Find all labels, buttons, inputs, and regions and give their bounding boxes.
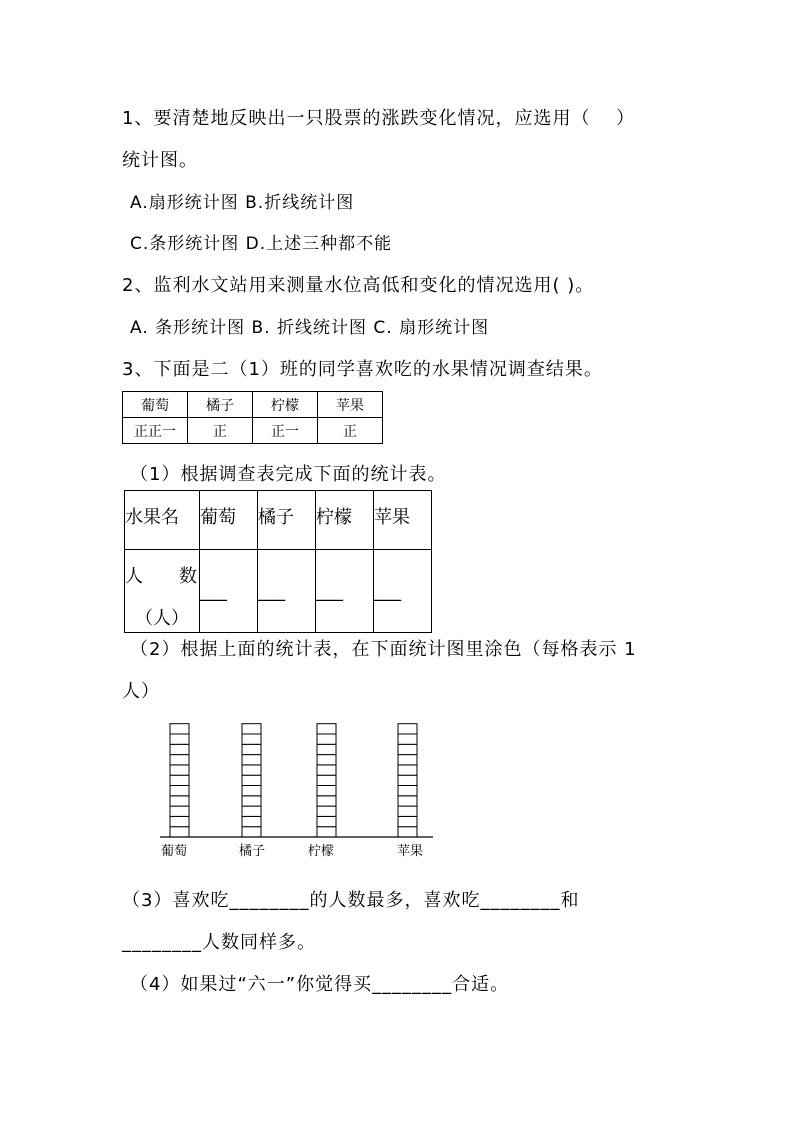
stats-count-row xyxy=(125,550,432,633)
chart-cell[interactable] xyxy=(242,796,261,806)
chart-cell[interactable] xyxy=(242,816,261,826)
chart-cell[interactable] xyxy=(317,724,336,734)
chart-column[interactable] xyxy=(398,724,417,837)
chart-category-label: 橘子 xyxy=(238,844,266,859)
stats-blank: ___ xyxy=(258,580,285,602)
q3-part4: （4）如果过“六一”你觉得买________合适。 xyxy=(130,974,510,995)
chart-column[interactable] xyxy=(317,724,336,837)
stats-header-row xyxy=(125,491,432,550)
tally-header-cell: 橘子 xyxy=(188,392,253,418)
chart-category-label: 苹果 xyxy=(396,844,424,859)
q3-part1-instruction: （1）根据调查表完成下面的统计表。 xyxy=(130,464,447,485)
chart-cell[interactable] xyxy=(242,775,261,785)
stats-blank: ___ xyxy=(374,580,401,602)
chart-cell[interactable] xyxy=(242,806,261,816)
chart-cell[interactable] xyxy=(170,806,189,816)
q1-stem-line1: 1、要清楚地反映出一只股票的涨跌变化情况，应选用（ ） xyxy=(122,108,636,129)
chart-category-label: 柠檬 xyxy=(307,844,335,859)
stats-count-label-unit: （人） xyxy=(135,608,189,629)
tally-table xyxy=(122,391,383,444)
chart-cell[interactable] xyxy=(170,775,189,785)
chart-cell[interactable] xyxy=(317,786,336,796)
chart-cell[interactable] xyxy=(170,786,189,796)
chart-cell[interactable] xyxy=(398,806,417,816)
tally-mark-cell: 正正一 xyxy=(123,418,188,444)
q3-part2-line2: 人） xyxy=(122,681,160,702)
stats-fruit-cell: 橘子 xyxy=(258,491,316,550)
chart-cell[interactable] xyxy=(398,816,417,826)
chart-cell[interactable] xyxy=(317,827,336,837)
q1-options-cd: C.条形统计图 D.上述三种都不能 xyxy=(130,234,393,254)
tally-mark-cell: 正 xyxy=(188,418,253,444)
chart-cell[interactable] xyxy=(398,734,417,744)
stats-header-label: 水果名 xyxy=(125,491,200,550)
stats-count-input[interactable] xyxy=(200,550,258,633)
tally-mark-cell: 正一 xyxy=(253,418,318,444)
q1-options-ab: A.扇形统计图 B.折线统计图 xyxy=(130,193,355,213)
stats-count-input[interactable] xyxy=(316,550,374,633)
stats-table xyxy=(124,490,432,633)
chart-cell[interactable] xyxy=(317,775,336,785)
chart-cell[interactable] xyxy=(170,744,189,754)
chart-cell[interactable] xyxy=(170,796,189,806)
q3-part2-line1: （2）根据上面的统计表，在下面统计图里涂色（每格表示 1 xyxy=(130,639,637,660)
chart-cell[interactable] xyxy=(170,755,189,765)
tally-header-row xyxy=(123,392,383,418)
stats-blank: ___ xyxy=(316,580,343,602)
q3-part3-line1: （3）喜欢吃________的人数最多，喜欢吃________和 xyxy=(122,890,580,911)
chart-category-label: 葡萄 xyxy=(160,844,188,859)
chart-cell[interactable] xyxy=(170,816,189,826)
stats-fruit-cell: 苹果 xyxy=(374,491,432,550)
chart-cell[interactable] xyxy=(317,734,336,744)
chart-cell[interactable] xyxy=(398,755,417,765)
chart-cell[interactable] xyxy=(242,755,261,765)
chart-cell[interactable] xyxy=(317,755,336,765)
tally-header-cell: 柠檬 xyxy=(253,392,318,418)
chart-cell[interactable] xyxy=(170,734,189,744)
chart-cell[interactable] xyxy=(242,734,261,744)
tally-mark-cell: 正 xyxy=(318,418,383,444)
chart-cell[interactable] xyxy=(398,744,417,754)
chart-cell[interactable] xyxy=(398,786,417,796)
chart-column[interactable] xyxy=(170,724,189,837)
stats-count-label xyxy=(125,550,200,633)
tally-marks-row xyxy=(123,418,383,444)
tally-header-cell: 苹果 xyxy=(318,392,383,418)
stats-count-label-top: 人 数 xyxy=(125,566,197,587)
stats-fruit-cell: 葡萄 xyxy=(200,491,258,550)
chart-cell[interactable] xyxy=(317,765,336,775)
chart-cell[interactable] xyxy=(242,724,261,734)
q3-part3-line2: ________人数同样多。 xyxy=(122,932,316,953)
chart-cell[interactable] xyxy=(317,744,336,754)
q2-options: A. 条形统计图 B. 折线统计图 C. 扇形统计图 xyxy=(130,318,490,338)
chart-cell[interactable] xyxy=(170,724,189,734)
chart-cell[interactable] xyxy=(398,775,417,785)
chart-cell[interactable] xyxy=(317,816,336,826)
tally-header-cell: 葡萄 xyxy=(123,392,188,418)
chart-cell[interactable] xyxy=(242,765,261,775)
chart-cell[interactable] xyxy=(317,796,336,806)
stats-count-input[interactable] xyxy=(258,550,316,633)
q1-stem-line2: 统计图。 xyxy=(122,150,198,171)
chart-cell[interactable] xyxy=(398,765,417,775)
q2-stem: 2、监利水文站用来测量水位高低和变化的情况选用( )。 xyxy=(122,275,595,296)
q3-intro: 3、下面是二（1）班的同学喜欢吃的水果情况调查结果。 xyxy=(122,359,603,380)
chart-column[interactable] xyxy=(242,724,261,837)
chart-cell[interactable] xyxy=(242,786,261,796)
chart-cell[interactable] xyxy=(242,744,261,754)
stats-count-input[interactable] xyxy=(374,550,432,633)
chart-cell[interactable] xyxy=(317,806,336,816)
chart-cell[interactable] xyxy=(398,827,417,837)
chart-cell[interactable] xyxy=(398,796,417,806)
fruit-bar-chart xyxy=(140,710,440,860)
stats-blank: ___ xyxy=(200,580,227,602)
chart-cell[interactable] xyxy=(170,765,189,775)
chart-cell[interactable] xyxy=(398,724,417,734)
chart-cell[interactable] xyxy=(242,827,261,837)
chart-cell[interactable] xyxy=(170,827,189,837)
stats-fruit-cell: 柠檬 xyxy=(316,491,374,550)
